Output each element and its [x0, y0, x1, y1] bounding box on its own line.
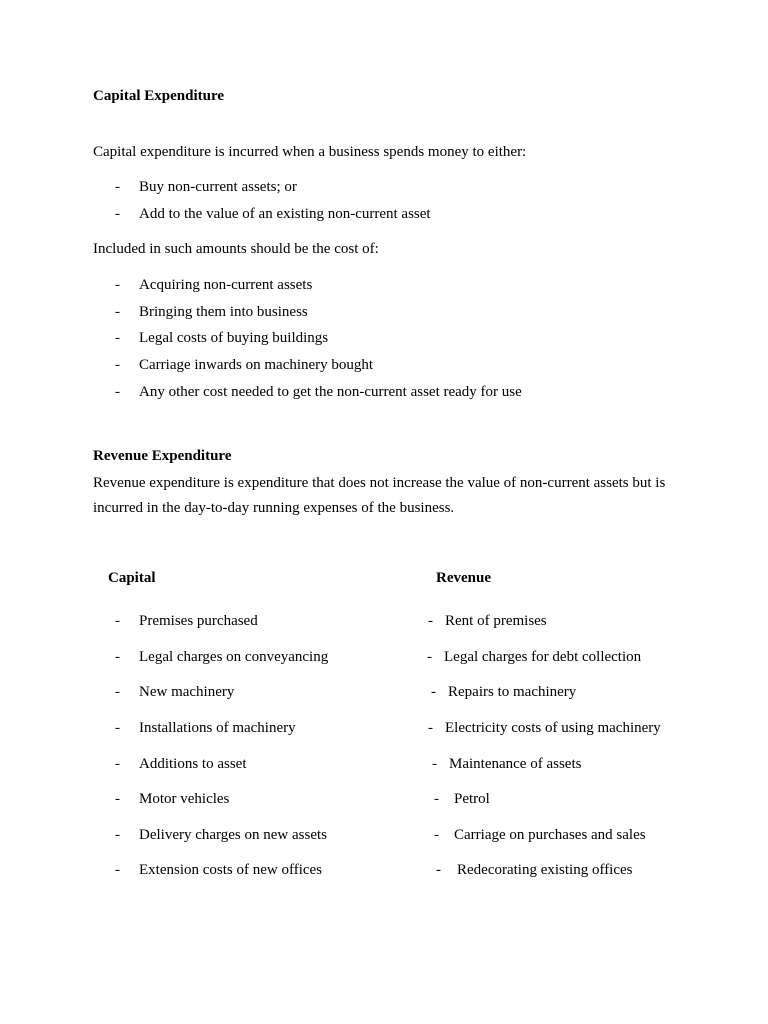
capital-expenditure-heading: Capital Expenditure — [93, 88, 224, 104]
revenue-column-header: Revenue — [436, 570, 491, 586]
revenue-expenditure-heading: Revenue Expenditure — [93, 448, 232, 464]
list-item-text: Add to the value of an existing non-current asset — [139, 206, 431, 222]
list-item-text: Any other cost needed to get the non-current asset ready for use — [139, 384, 522, 400]
revenue-item: Redecorating existing offices — [457, 862, 633, 878]
dash: - — [115, 684, 120, 700]
capital-column-header: Capital — [108, 570, 156, 586]
dash: - — [428, 720, 433, 736]
capital-item: Premises purchased — [139, 613, 258, 629]
dash: - — [115, 862, 120, 878]
dash: - — [428, 613, 433, 629]
capital-item: Delivery charges on new assets — [139, 827, 327, 843]
dash: - — [115, 384, 120, 400]
dash: - — [432, 756, 437, 772]
capital-item: Installations of machinery — [139, 720, 296, 736]
revenue-item: Rent of premises — [445, 613, 547, 629]
dash: - — [436, 862, 441, 878]
capital-item: Motor vehicles — [139, 791, 230, 807]
dash: - — [434, 791, 439, 807]
dash: - — [434, 827, 439, 843]
capital-item: Additions to asset — [139, 756, 247, 772]
dash: - — [115, 330, 120, 346]
dash: - — [115, 206, 120, 222]
revenue-expenditure-definition: Revenue expenditure is expenditure that does not increase the value of non-current assets but is incurred in the day-to-day running expenses of the business. — [93, 475, 666, 516]
revenue-item: Petrol — [454, 791, 490, 807]
revenue-item: Repairs to machinery — [448, 684, 577, 700]
list-item-text: Bringing them into business — [139, 304, 308, 320]
dash: - — [115, 277, 120, 293]
capital-item: Extension costs of new offices — [139, 862, 323, 878]
dash: - — [115, 827, 120, 843]
dash: - — [115, 791, 120, 807]
dash: - — [427, 649, 432, 665]
capital-item: New machinery — [139, 684, 235, 700]
list-item-text: Acquiring non-current assets — [139, 277, 313, 293]
dash: - — [431, 684, 436, 700]
revenue-item: Maintenance of assets — [449, 756, 582, 772]
revenue-item: Legal charges for debt collection — [444, 649, 642, 665]
dash: - — [115, 613, 120, 629]
list-item-text: Buy non-current assets; or — [139, 179, 297, 195]
revenue-item: Electricity costs of using machinery — [445, 720, 661, 736]
dash: - — [115, 304, 120, 320]
list-item-text: Carriage inwards on machinery bought — [139, 357, 374, 373]
included-intro: Included in such amounts should be the cost of: — [93, 241, 379, 257]
revenue-item: Carriage on purchases and sales — [454, 827, 646, 843]
dash: - — [115, 756, 120, 772]
dash: - — [115, 357, 120, 373]
capital-item: Legal charges on conveyancing — [139, 649, 329, 665]
dash: - — [115, 720, 120, 736]
capital-expenditure-intro: Capital expenditure is incurred when a business spends money to either: — [93, 144, 527, 160]
dash: - — [115, 649, 120, 665]
list-item-text: Legal costs of buying buildings — [139, 330, 329, 346]
dash: - — [115, 179, 120, 195]
